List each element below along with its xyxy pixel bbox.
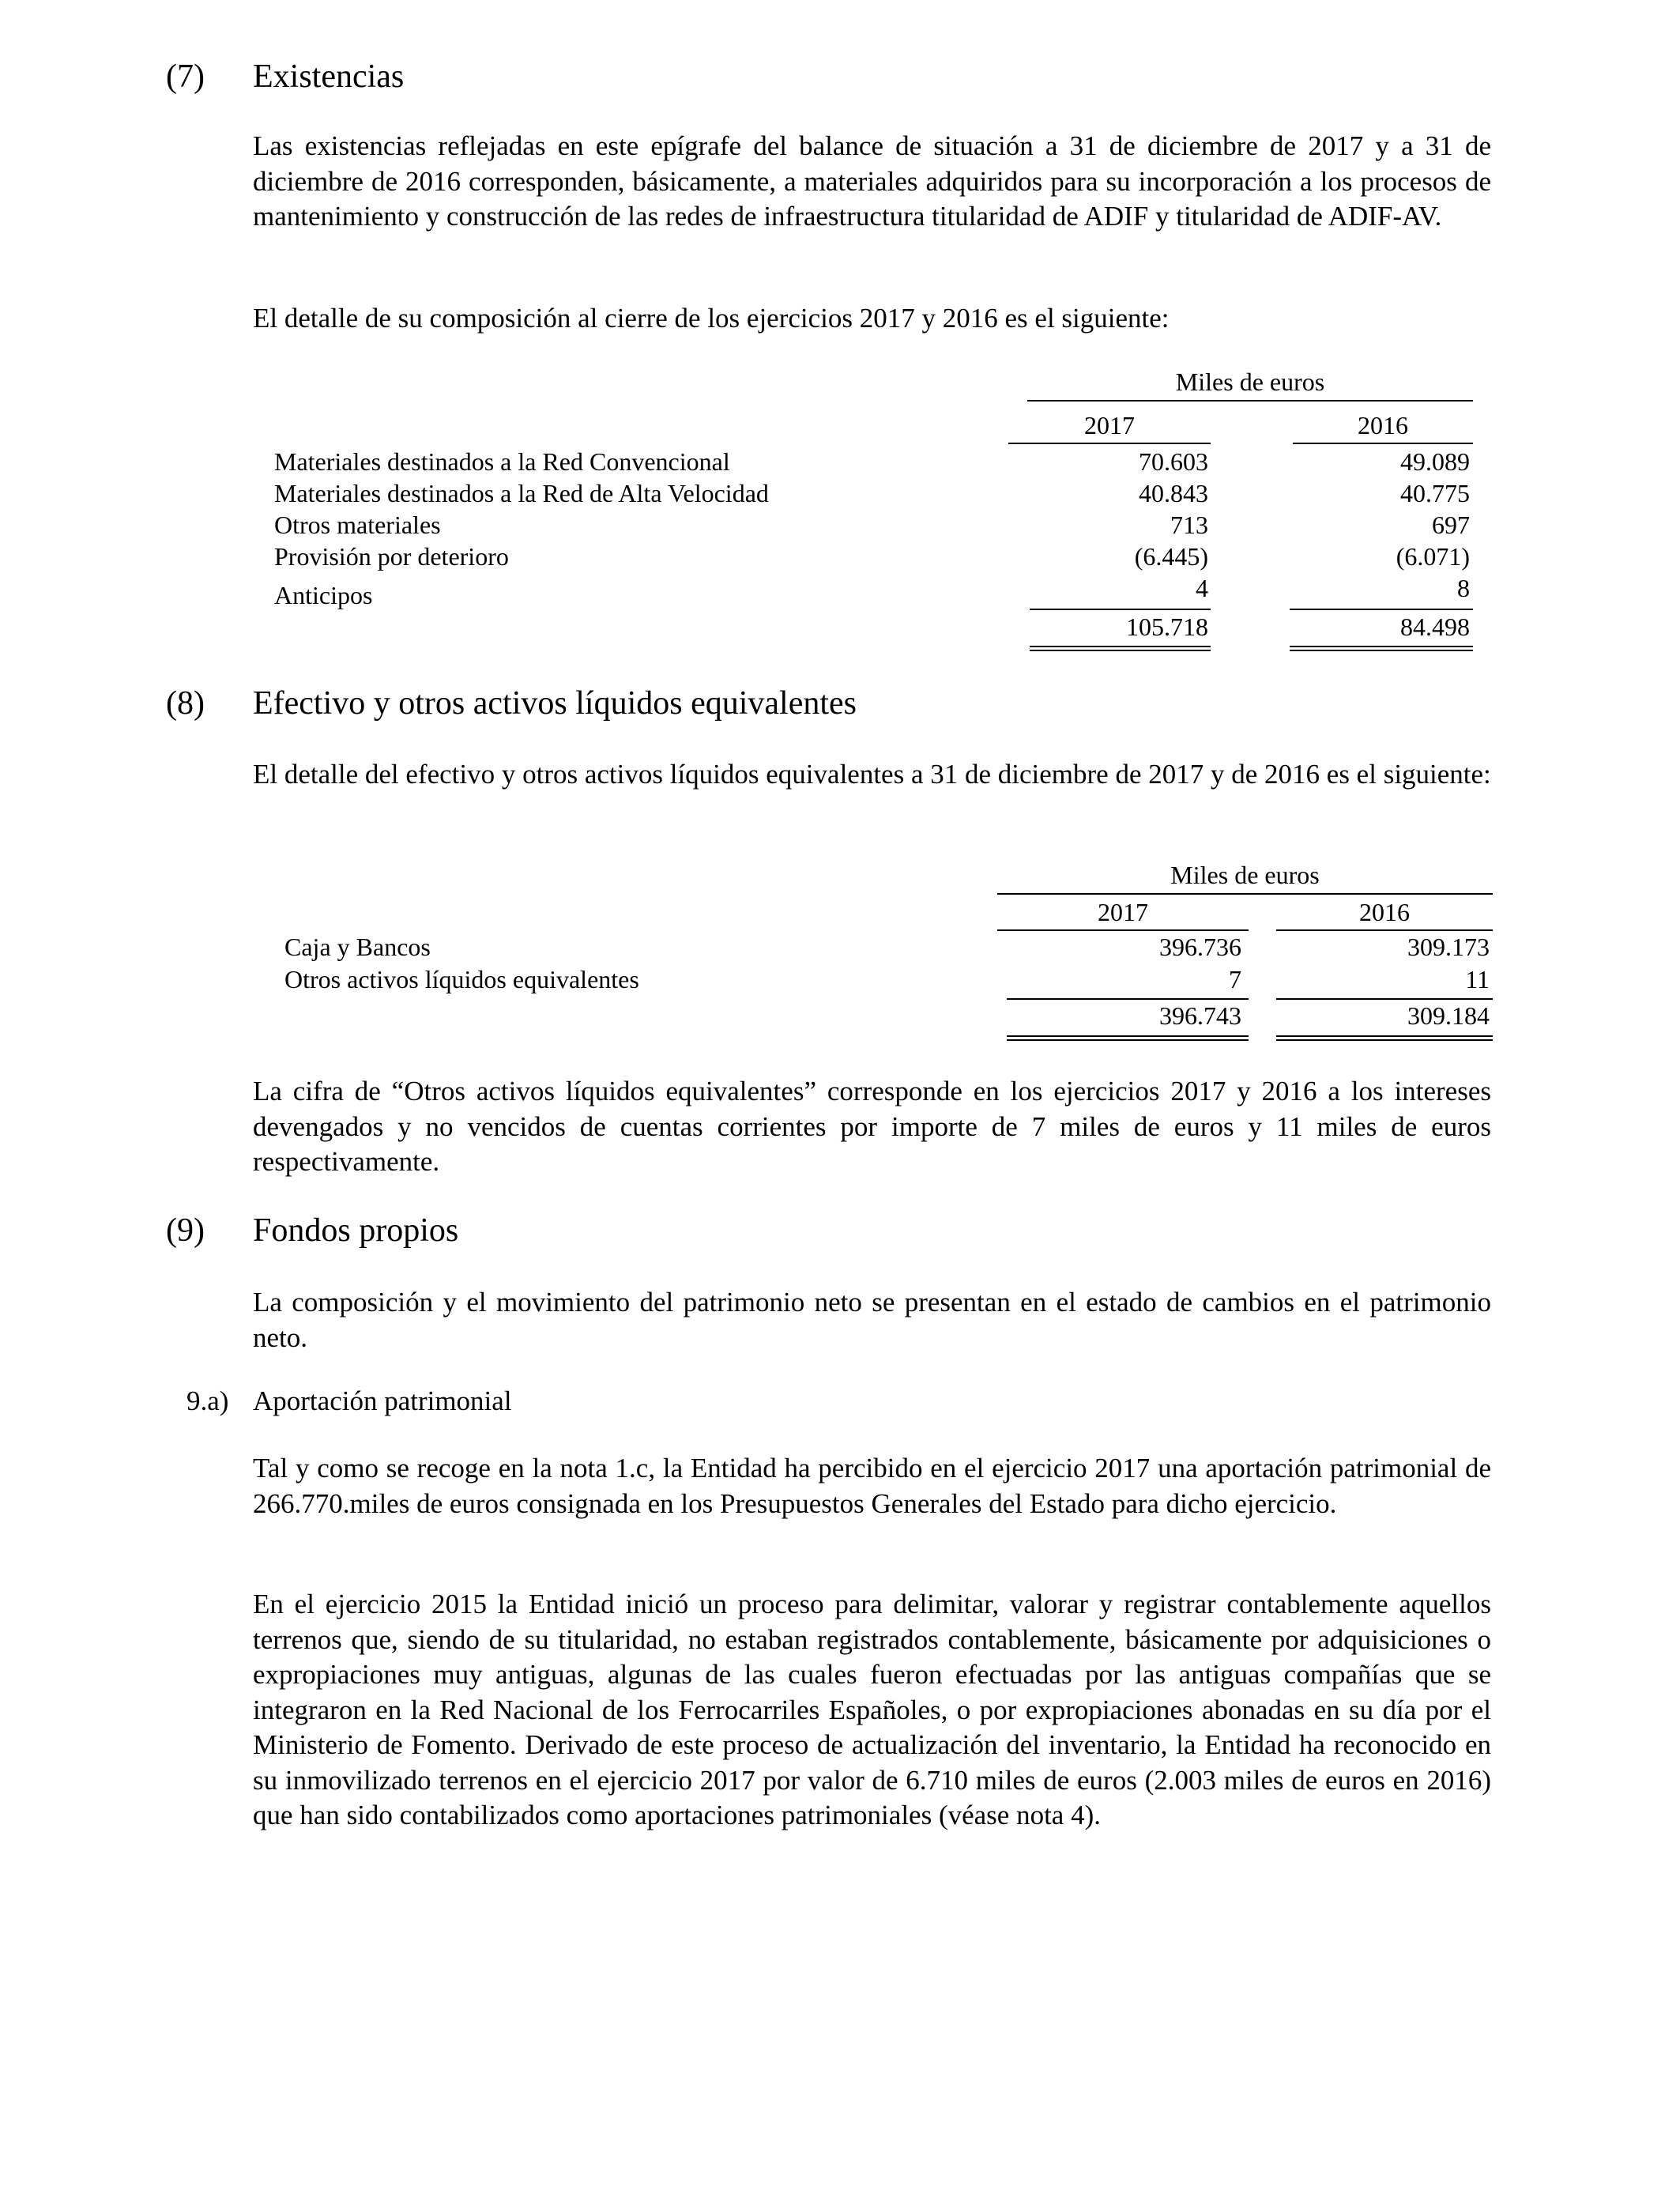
section-8-number: (8) bbox=[166, 685, 205, 722]
section-7-paragraph: Las existencias reflejadas en este epígrafe del balance de situación a 31 de diciembre de 2017 y a 31 de diciembre de 2016 corresponden, básicamente, a materiales adquiridos para su incorporación a los procesos de mantenimiento y construcción de las redes de infraestructura titularidad de ADIF y titularidad de ADIF-AV. bbox=[253, 130, 1491, 232]
row-label: Caja y Bancos bbox=[284, 933, 431, 961]
section-7-number: (7) bbox=[166, 58, 205, 95]
column-rule-2016 bbox=[1293, 443, 1473, 444]
total-2017: 396.743 bbox=[1159, 1001, 1241, 1030]
total-2017: 105.718 bbox=[1126, 613, 1208, 641]
column-rule-2017 bbox=[1008, 443, 1211, 444]
subsection-number: 9.a) bbox=[186, 1385, 229, 1416]
column-header-2016: 2016 bbox=[1359, 898, 1410, 926]
value-2016: 11 bbox=[1465, 965, 1490, 993]
section-8-note: La cifra de “Otros activos líquidos equivalentes” corresponde en los ejercicios 2017 y 2016 a los intereses devengados y no vencidos de cuentas corrientes por importe de 7 miles de euros y 11 miles de euros respectivamente. bbox=[253, 1076, 1491, 1177]
total-double-rule-2017 bbox=[1007, 1035, 1249, 1041]
value-2016: 8 bbox=[1457, 574, 1470, 602]
value-2017: (6.445) bbox=[1134, 542, 1208, 571]
column-header-2017: 2017 bbox=[1084, 411, 1135, 439]
table-unit-header: Miles de euros bbox=[1170, 861, 1320, 889]
value-2016: 309.173 bbox=[1407, 933, 1490, 961]
section-9-number: (9) bbox=[166, 1212, 205, 1249]
section-9-title: Fondos propios bbox=[253, 1212, 459, 1249]
row-label: Materiales destinados a la Red de Alta Velocidad bbox=[274, 479, 769, 507]
column-header-2016: 2016 bbox=[1358, 411, 1408, 439]
value-2017: 4 bbox=[1196, 574, 1208, 602]
section-7-title: Existencias bbox=[253, 58, 405, 95]
section-7-intro: El detalle de su composición al cierre de los ejercicios 2017 y 2016 es el siguiente: bbox=[253, 303, 1170, 334]
value-2017: 396.736 bbox=[1159, 933, 1241, 961]
value-2017: 7 bbox=[1229, 965, 1241, 993]
section-8-title: Efectivo y otros activos líquidos equivalentes bbox=[253, 685, 857, 722]
total-double-rule-2016 bbox=[1276, 1035, 1493, 1041]
table-unit-header: Miles de euros bbox=[1175, 368, 1325, 396]
subsection-paragraph-2: En el ejercicio 2015 la Entidad inició un proceso para delimitar, valorar y registrar contablemente aquellos terrenos que, siendo de su titularidad, no estaban registrados contablemente, básicamente por adquisiciones o expropiaciones muy antiguas, algunas de las cuales fueron efectuadas por las antiguas compañías que se integraron en la Red Nacional de los Ferrocarriles Españoles, o por expropiaciones abonadas en su día por el Ministerio de Fomento. Derivado de este proceso de actualización del inventario, la Entidad ha reconocido en su inmovilizado terrenos en el ejercicio 2017 por valor de 6.710 miles de euros (2.003 miles de euros en 2016) que han sido contabilizados como aportaciones patrimoniales (véase nota 4). bbox=[253, 1589, 1491, 1830]
value-2017: 70.603 bbox=[1139, 447, 1208, 476]
total-2016: 84.498 bbox=[1400, 613, 1470, 641]
row-label: Anticipos bbox=[274, 581, 373, 609]
value-2017: 40.843 bbox=[1139, 479, 1208, 507]
subsection-paragraph-1: Tal y como se recoge en la nota 1.c, la Entidad ha percibido en el ejercicio 2017 una aportación patrimonial de 266.770.miles de euros consignada en los Presupuestos Generales del Estado para dicho ejercicio. bbox=[253, 1453, 1491, 1519]
header-rule bbox=[1027, 400, 1473, 401]
value-2016: 697 bbox=[1432, 511, 1470, 539]
total-2016: 309.184 bbox=[1407, 1001, 1490, 1030]
subtotal-rule-2017 bbox=[1030, 609, 1211, 610]
subsection-title: Aportación patrimonial bbox=[253, 1385, 512, 1416]
value-2017: 713 bbox=[1170, 511, 1208, 539]
subtotal-rule-2016 bbox=[1290, 609, 1473, 610]
row-label: Otros activos líquidos equivalentes bbox=[284, 965, 639, 993]
column-header-2017: 2017 bbox=[1098, 898, 1148, 926]
header-rule bbox=[997, 893, 1493, 895]
value-2016: 49.089 bbox=[1400, 447, 1470, 476]
section-9-paragraph: La composición y el movimiento del patrimonio neto se presentan en el estado de cambios en el patrimonio neto. bbox=[253, 1287, 1491, 1353]
total-double-rule-2016 bbox=[1290, 646, 1473, 651]
section-8-intro: El detalle del efectivo y otros activos líquidos equivalentes a 31 de diciembre de 2017 y de 2016 es el siguiente: bbox=[253, 759, 1491, 790]
value-2016: (6.071) bbox=[1396, 542, 1470, 571]
row-label: Materiales destinados a la Red Convencional bbox=[274, 447, 730, 476]
value-2016: 40.775 bbox=[1400, 479, 1470, 507]
row-label: Otros materiales bbox=[274, 511, 441, 539]
row-label: Provisión por deterioro bbox=[274, 542, 509, 571]
total-double-rule-2017 bbox=[1030, 646, 1211, 651]
